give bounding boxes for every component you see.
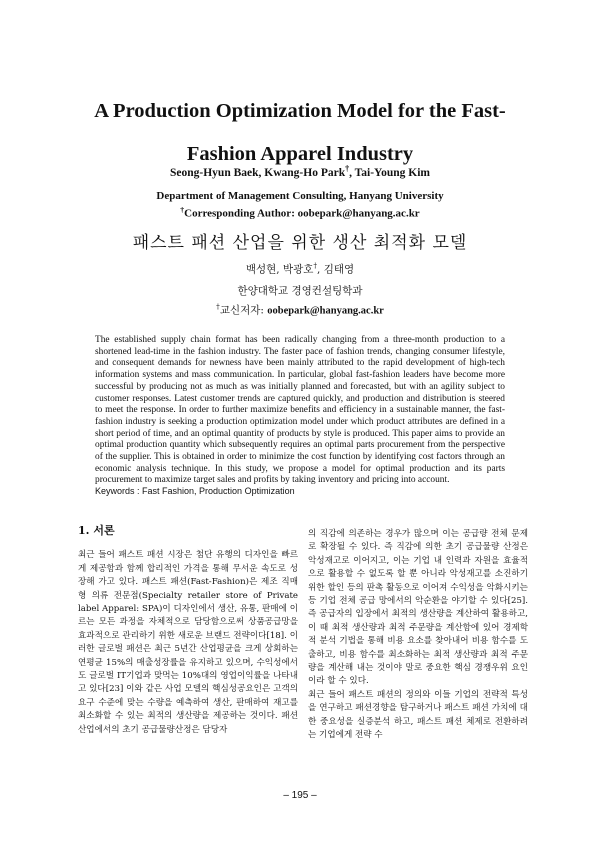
authors-english-tail: , Tai-Young Kim xyxy=(349,166,430,179)
page-number: – 195 – xyxy=(283,790,317,801)
abstract: The established supply chain format has been radically changing from a three-month production to a shortened lead-time in the fashion industry. The faster pace of fashion trends, changing consumer lifestyle, and consequent demands for newness have been mainly attributed to the rapid development of high-tech information systems and mass communication. In particular, global fast-fashion leaders have become more successful by producing not as much as was initially planned and forecasted, but with an agility subject to customer responses. Latest customer trends are captured quickly, and production and distribution is steered to meet the response. In order to further maximize benefits and efficiency in a sustainable manner, the fast-fashion industry is seeking a production optimization model under which product attributes are defined in a short period of time, and an optimal quantity of products by style is produced. This paper aims to provide an optimal production quantity which subsequently requires an optimal parts procurement from the perspective of the supplier. This is obtained in order to minimize the cost function by identifying cost factors through an economic analysis technique. In this study, we propose a model for optimal production and its parts procurement to maximize target sales and profits by taking inventory and pricing into account. xyxy=(95,335,505,486)
authors-korean xyxy=(60,261,540,277)
corresponding-author-english-text: Corresponding Author: oobepark@hanyang.ac.kr xyxy=(184,207,420,220)
section-heading-introduction: 1. 서론 xyxy=(78,524,115,537)
corresponding-author-english xyxy=(60,203,540,221)
keywords: Keywords : Fast Fashion, Production Optimization xyxy=(95,486,295,496)
corresponding-dagger: † xyxy=(313,261,318,270)
body-paragraph: 최근 들어 패스트 패션 시장은 첨단 유행의 디자인을 빠르게 제공함과 함께 합리적인 가격을 통해 무서운 속도로 성장해 가고 있다. 패스트 패션(Fast-Fashion)은 제조 직매형 의류 전문점(Specialty retailer store of Private label Apparel: SPA)이 디자인에서 생산, 유통, 판매에 이르는 모든 과정을 자체적으로 담당함으로써 상품공급망을 효과적으로 관리하기 위한 새로운 브랜드 전략이다[18]. 이러한 글로벌 패션은 최근 5년간 산업평균을 크게 상회하는 연평균 15%의 매출성장률을 유지하고 있으며, 수익성에서도 글로벌 IT기업과 맞먹는 10%대의 영업이익률을 나타내고 있다[23] 이와 같은 사업 모델의 핵심성공요인은 고객의 요구 수준에 맞는 수량을 예측하여 생산, 판매하여 재고를 최소화할 수 있는 최적의 생산량을 제공하는 것이다. 패션산업에서의 초기 공급물량산정은 담당자 xyxy=(78,550,298,735)
department-korean: 한양대학교 경영컨설팅학과 xyxy=(237,285,363,297)
paper-title-korean: 패스트 패션 산업을 위한 생산 최적화 모델 xyxy=(132,233,468,253)
authors-english xyxy=(60,164,540,179)
corresponding-dagger: † xyxy=(216,302,220,311)
corresponding-dagger: † xyxy=(180,205,185,214)
body-column-right xyxy=(308,528,528,743)
department-english: Department of Management Consulting, Hanyang University xyxy=(156,190,444,202)
corresponding-dagger: † xyxy=(345,164,350,173)
body-paragraph: 최근 들어 패스트 패션의 정의와 이들 기업의 전략적 특성을 연구하고 패션경향을 탐구하거나 패스트 패션 가치에 대한 중요성을 실증분석 하고, 패스트 패션 체제로 전환하려는 기업에게 전략 수 xyxy=(308,689,528,741)
affiliation-english xyxy=(60,189,540,221)
paper-title-english: A Production Optimization Model for the Fast-Fashion Apparel Industry xyxy=(94,100,506,165)
corresponding-author-korean xyxy=(60,299,540,320)
authors-korean-names: 백성현, 박광호 xyxy=(245,263,314,276)
corresponding-email: oobepark@hanyang.ac.kr xyxy=(267,305,384,317)
body-column-left xyxy=(78,524,298,737)
body-paragraph: 의 직감에 의존하는 경우가 많으며 이는 공급량 전체 문제로 확장될 수 있다. 즉 직감에 의한 초기 공급물량 산정은 악성재고로 이어지고, 이는 기업 내 인력과 자원을 효율적으로 활용할 수 없도록 할 뿐 아니라 악성재고를 소진하기 위한 할인 등의 판촉 활동으로 이어져 수익성을 악화시키는 등 기업 전체 공급 망에서의 악순환을 야기할 수 있다[25]. 즉 공급자의 입장에서 최적의 생산량을 계산하여 활용하고, 이 때 최적 생산량과 최적 주문량을 계산함에 있어 경제학적 분석 기법을 통해 비용 요소를 찾아내어 비용 함수를 도출하고, 비용 함수를 최소화하는 최적 생산량과 최적 주문량을 계산해 내는 것이야 말로 중요한 핵심 경쟁우위 요인이라 할 수 있다. xyxy=(308,529,528,687)
corresponding-label-korean: 교신저자: xyxy=(219,304,268,317)
authors-english-names: Seong-Hyun Baek, Kwang-Ho Park xyxy=(170,166,346,179)
affiliation-korean xyxy=(60,283,540,320)
authors-korean-tail: , 김태영 xyxy=(317,263,355,276)
